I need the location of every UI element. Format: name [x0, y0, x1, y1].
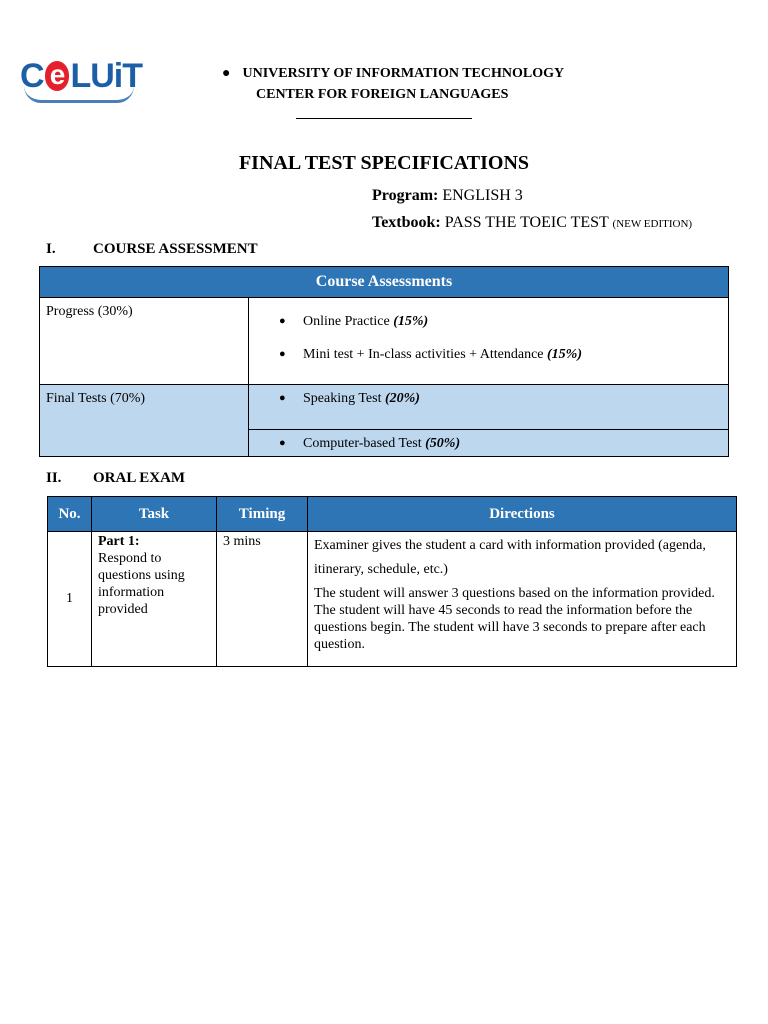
university-name — [222, 66, 564, 82]
oral-exam-table — [47, 496, 737, 667]
directions-cell — [308, 532, 737, 667]
task-cell — [92, 532, 217, 667]
progress-items — [249, 298, 729, 385]
task-title: Part 1: — [98, 534, 140, 549]
textbook-note: (NEW EDITION) — [612, 218, 693, 230]
textbook-line — [372, 214, 692, 232]
section-heading-oral-exam — [46, 470, 185, 487]
table-header: Course Assessments — [40, 267, 729, 298]
task-description: Respond to questions using information provided — [98, 551, 185, 617]
table-row — [48, 532, 737, 667]
final-tests-label: Final Tests (70%) — [40, 385, 249, 457]
final-item-cell — [249, 430, 729, 457]
direction-paragraph: Examiner gives the student a card with information provided (agenda, itinerary, schedule, etc.) — [314, 538, 706, 577]
table-header-row — [40, 267, 729, 298]
university-text: UNIVERSITY OF INFORMATION TECHNOLOGY — [242, 66, 565, 81]
item-text: Speaking Test — [303, 391, 385, 406]
item-weight: (20%) — [384, 391, 420, 406]
direction-paragraph: The student will answer 3 questions based on the information provided. The student will have 45 seconds to read the information before the questions begin. The student will have 3 seconds to prepare after each question. — [314, 586, 715, 652]
program-value: ENGLISH 3 — [438, 187, 523, 204]
program-line — [372, 187, 523, 205]
logo-swoosh — [24, 86, 134, 103]
table-header-row — [48, 497, 737, 532]
logo-e-mark: e — [45, 61, 70, 91]
bullet-icon: ● — [222, 66, 231, 81]
section-heading-course-assessment — [46, 241, 258, 258]
row-number: 1 — [48, 532, 92, 667]
center-name: CENTER FOR FOREIGN LANGUAGES — [256, 87, 509, 102]
timing-cell: 3 mins — [217, 532, 308, 667]
item-weight: (15%) — [393, 314, 429, 329]
column-header-task: Task — [92, 497, 217, 532]
logo-text-left: C — [20, 57, 44, 95]
section-number: I. — [46, 241, 56, 257]
column-header-no: No. — [48, 497, 92, 532]
list-item — [249, 314, 728, 330]
header-divider — [296, 118, 472, 119]
progress-label: Progress (30%) — [40, 298, 249, 385]
table-row-final-tests — [40, 385, 729, 430]
section-title: COURSE ASSESSMENT — [93, 241, 258, 257]
course-assessment-table — [39, 266, 729, 457]
list-item — [249, 436, 728, 452]
table-row-progress — [40, 298, 729, 385]
column-header-timing: Timing — [217, 497, 308, 532]
logo-text-right: LUiT — [70, 57, 142, 95]
celuit-logo — [20, 56, 142, 96]
page-title: FINAL TEST SPECIFICATIONS — [238, 152, 530, 174]
list-item — [249, 347, 728, 363]
item-text: Mini test + In-class activities + Attendance — [303, 347, 548, 362]
item-weight: (50%) — [425, 436, 461, 451]
item-text: Computer-based Test — [303, 436, 426, 451]
section-number: II. — [46, 470, 62, 486]
column-header-directions: Directions — [308, 497, 737, 532]
final-item-cell — [249, 385, 729, 430]
list-item — [249, 391, 728, 407]
textbook-value: PASS THE TOEIC TEST — [440, 214, 613, 231]
program-label: Program: — [372, 187, 439, 204]
textbook-label: Textbook: — [372, 214, 441, 231]
item-text: Online Practice — [303, 314, 394, 329]
item-weight: (15%) — [547, 347, 583, 362]
section-title: ORAL EXAM — [93, 470, 186, 486]
